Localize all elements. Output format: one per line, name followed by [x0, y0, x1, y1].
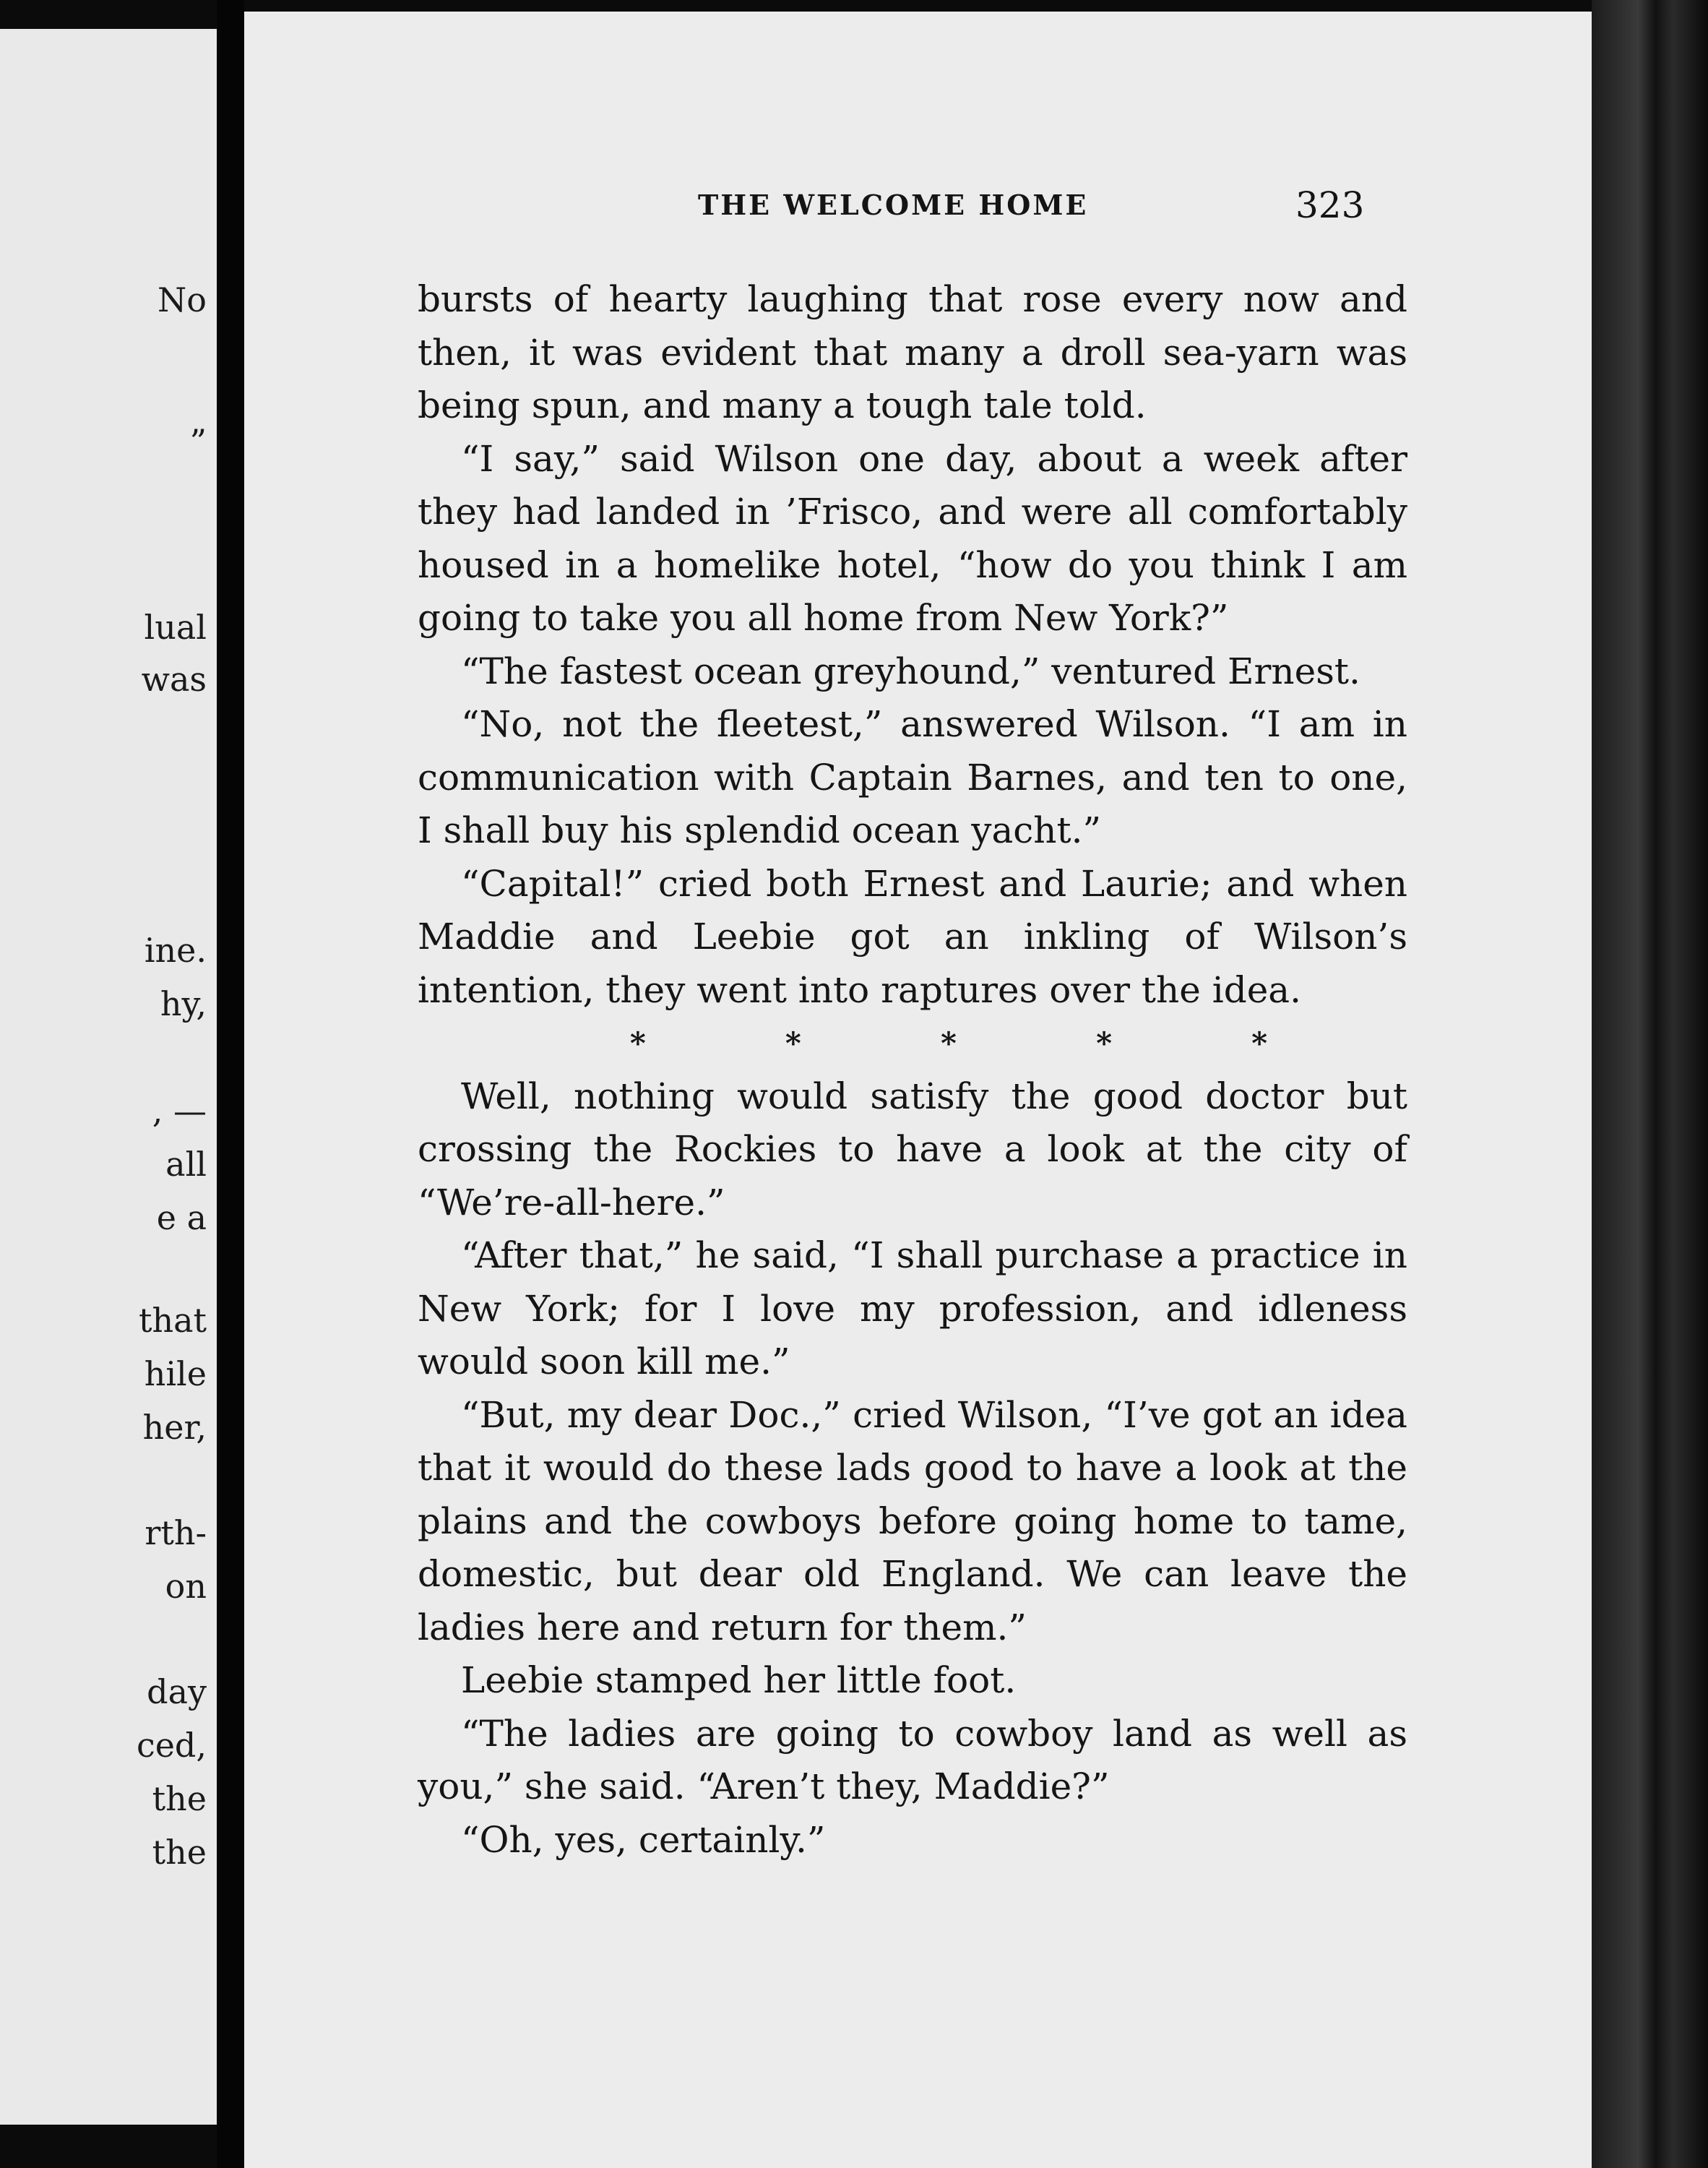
facing-page-fragment: on: [165, 1567, 207, 1606]
paragraph: “But, my dear Doc.,” cried Wilson, “I’ve got an idea that it would do these lads good to have a look at the plains and the cowboys before going home to tame, domestic, but dear old England. We can leave the ladies here and return for them.”: [418, 1393, 1407, 1648]
facing-page-fragment: the: [152, 1779, 207, 1818]
book-page: [244, 12, 1592, 2168]
facing-page-fragment: ced,: [136, 1726, 207, 1765]
facing-page: [0, 29, 217, 2125]
facing-page-fragment: , —: [152, 1091, 207, 1130]
section-break-text: * * * * *: [629, 1025, 1282, 1061]
paragraph: bursts of hearty laughing that rose every now and then, it was evident that many a droll sea-yarn was being spun, and many a tough tale told.: [418, 278, 1407, 426]
running-header: [244, 184, 1592, 232]
paragraph: Leebie stamped her little foot.: [461, 1659, 1017, 1701]
paragraph: “The fastest ocean greyhound,” ventured Ernest.: [461, 650, 1360, 692]
facing-page-fragment: e a: [156, 1198, 207, 1237]
body-text: [418, 273, 1407, 1867]
facing-page-fragment: that: [138, 1301, 207, 1340]
page-number: 323: [1295, 184, 1365, 226]
facing-page-fragment: ine.: [144, 931, 207, 970]
facing-page-fragment: hy,: [160, 984, 207, 1023]
facing-page-fragment: the: [152, 1833, 207, 1872]
paragraph: Well, nothing would satisfy the good doctor but crossing the Rockies to have a look at the city of “We’re-all-here.”: [418, 1075, 1407, 1223]
facing-page-fragment: all: [165, 1145, 207, 1184]
section-break: [418, 1017, 1407, 1070]
facing-page-fragment: ”: [189, 422, 207, 461]
facing-page-fragment: hile: [144, 1354, 207, 1393]
facing-page-fragment: was: [141, 660, 207, 699]
paragraph: “After that,” he said, “I shall purchase a practice in New York; for I love my profession, and idleness would soon kill me.”: [418, 1234, 1407, 1382]
book-gutter: [217, 0, 244, 2168]
paragraph: “I say,” said Wilson one day, about a week after they had landed in ’Frisco, and were all comfortably housed in a homelike hotel, “how do you think I am going to take you all home from New York?”: [418, 437, 1407, 639]
paragraph: “No, not the fleetest,” answered Wilson. “I am in communication with Captain Barnes, and ten to one, I shall buy his splendid ocean yacht.”: [418, 703, 1407, 851]
paragraph: “Capital!” cried both Ernest and Laurie; and when Maddie and Leebie got an inkling of Wilson’s intention, they went into raptures over the idea.: [418, 862, 1407, 1011]
facing-page-fragment: lual: [144, 608, 207, 647]
facing-page-fragment: No: [158, 280, 207, 319]
paragraph: “The ladies are going to cowboy land as well as you,” she said. “Aren’t they, Maddie?”: [418, 1712, 1407, 1807]
page-edge: [1592, 0, 1708, 2168]
facing-page-fragment: her,: [142, 1408, 207, 1447]
facing-page-fragment: day: [147, 1672, 207, 1711]
facing-page-fragment: rth-: [145, 1513, 207, 1552]
paragraph: “Oh, yes, certainly.”: [461, 1818, 826, 1861]
running-title: THE WELCOME HOME: [698, 189, 1089, 221]
